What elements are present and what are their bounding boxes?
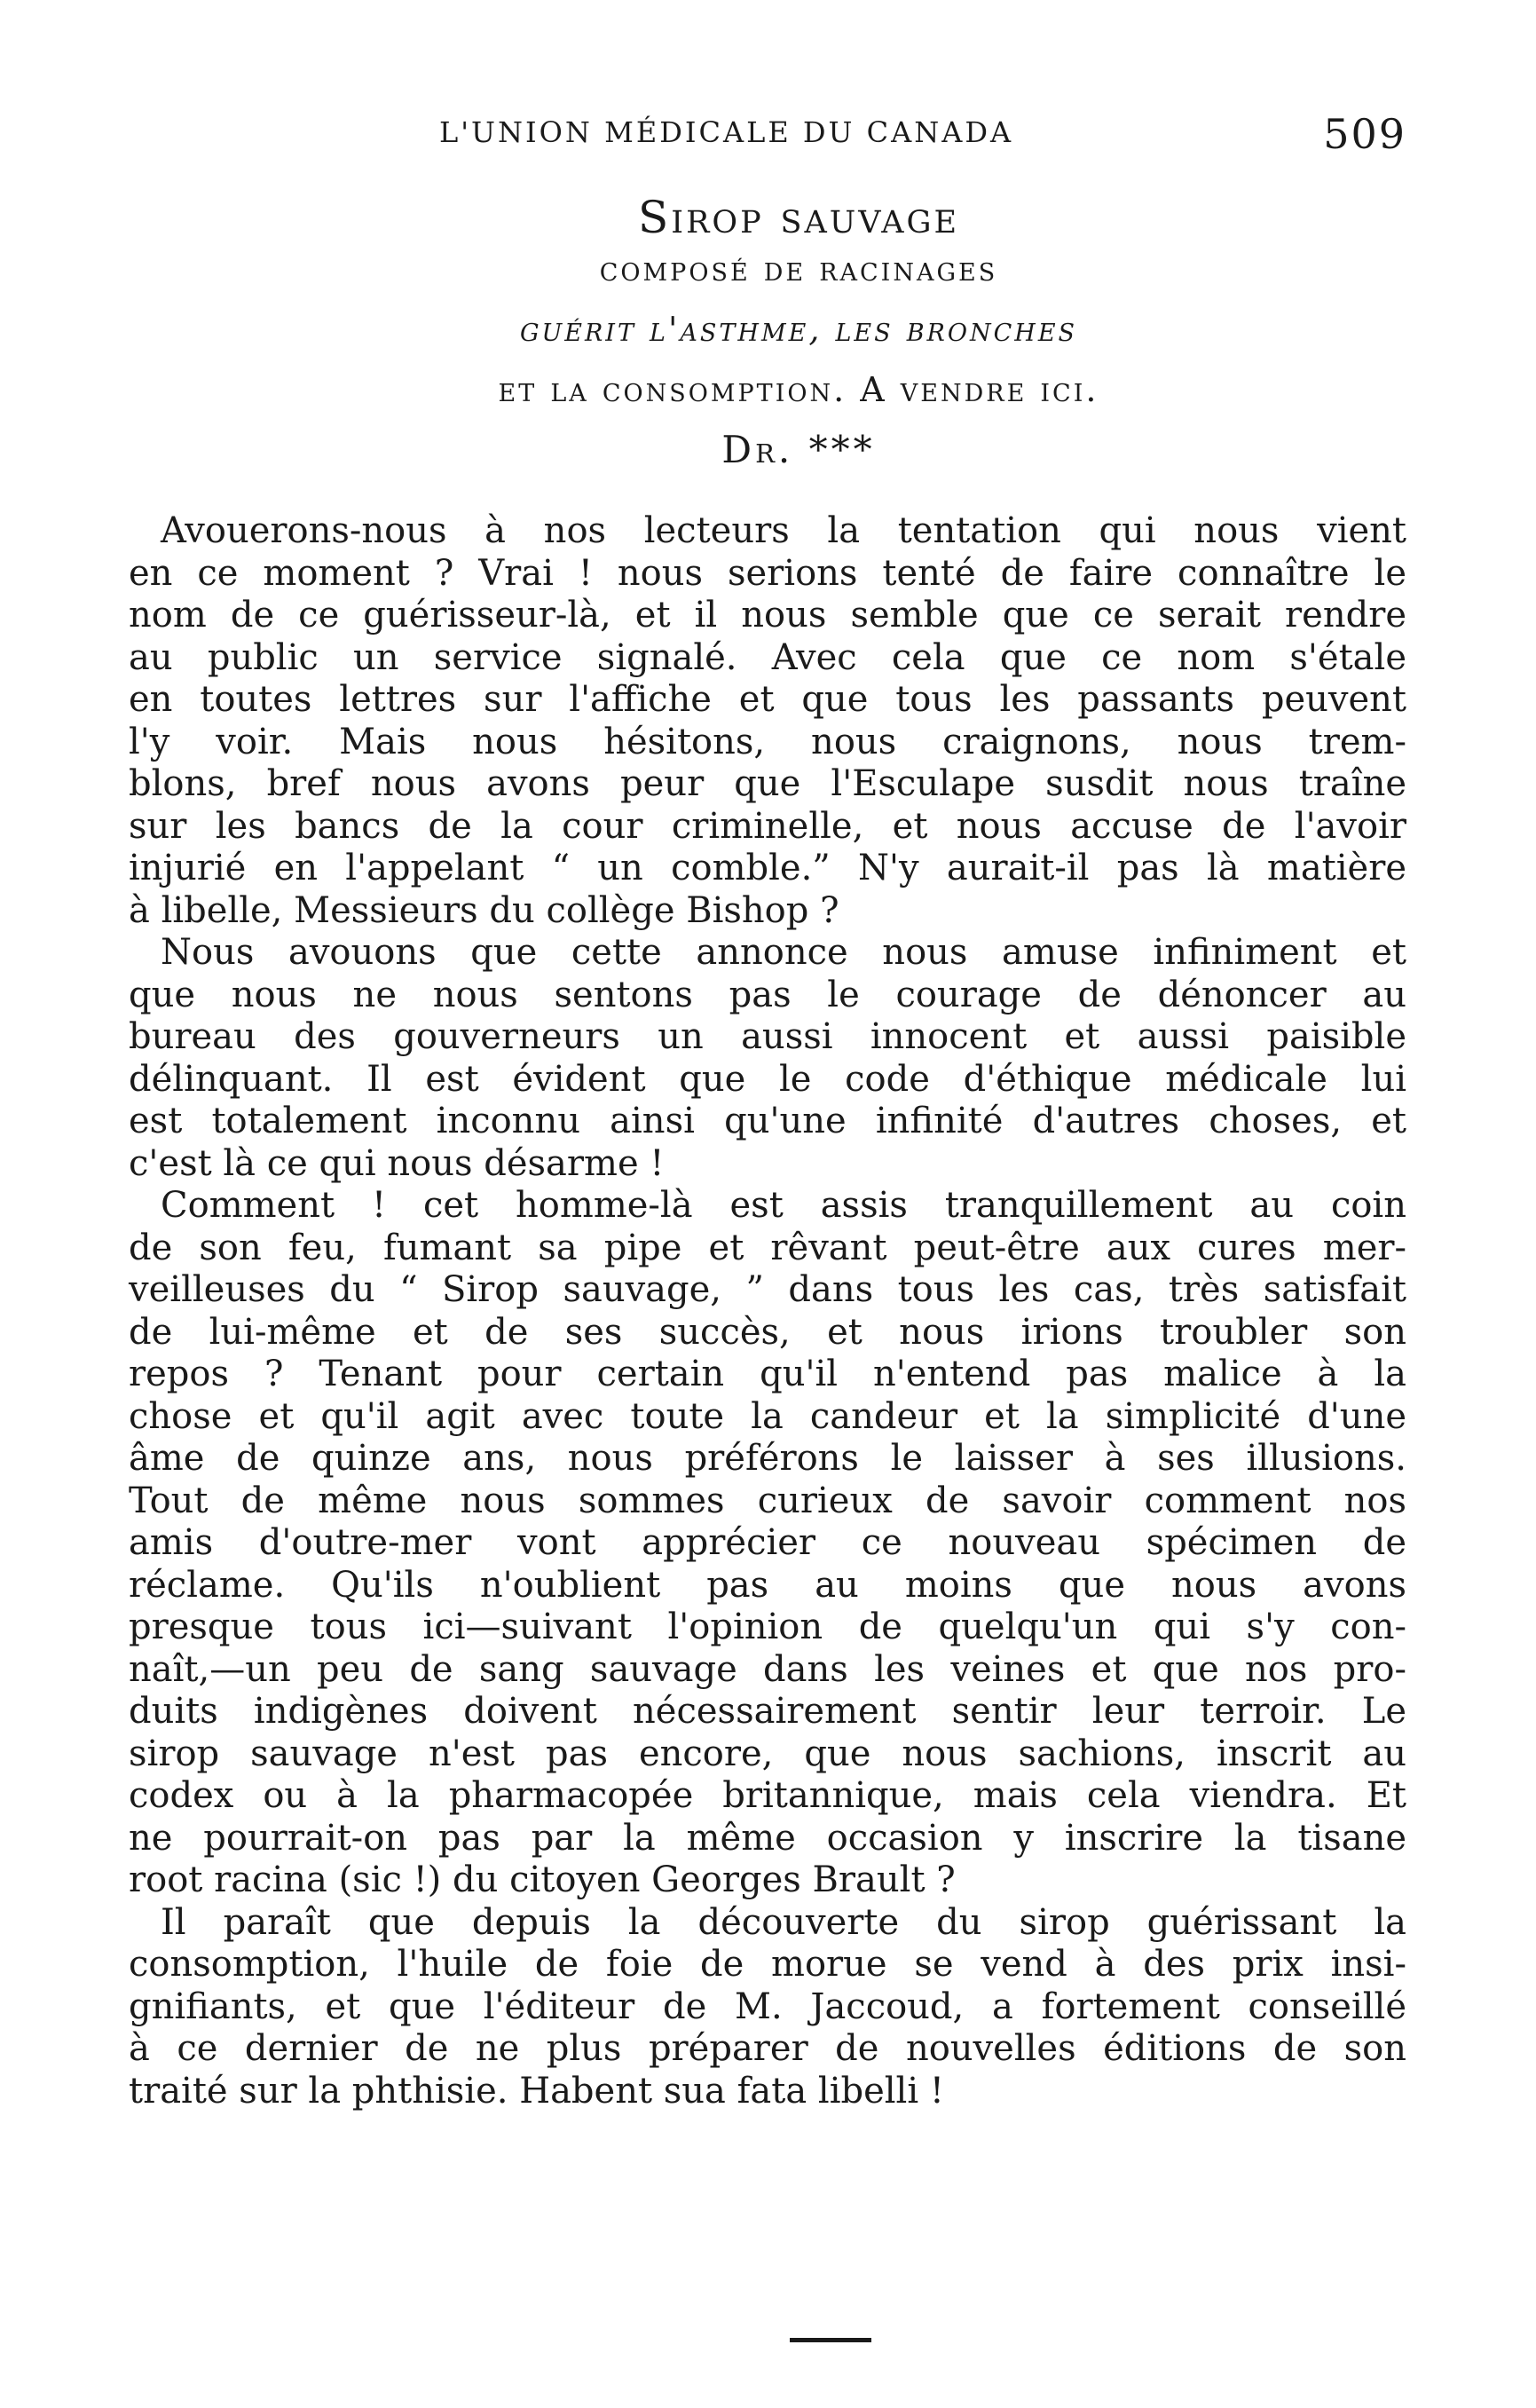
text-line: chose et qu'il agit avec toute la candeur et la simplicité d'une xyxy=(129,1395,1406,1437)
text-line: bureau des gouverneurs un aussi innocent et aussi paisible xyxy=(129,1016,1406,1057)
text-line: traité sur la phthisie. Habent sua fata libelli ! xyxy=(129,2070,944,2112)
text-line: sur les bancs de la cour criminelle, et nous accuse de l'avoir xyxy=(129,805,1406,847)
text-line: âme de quinze ans, nous préférons le laisser à ses illusions. xyxy=(129,1438,1406,1479)
text-line: Il paraît que depuis la découverte du sirop guérissant la xyxy=(161,1901,1406,1943)
advert-signature: Dr. *** xyxy=(721,428,876,471)
text-line: Avouerons-nous à nos lecteurs la tentation qui nous vient xyxy=(161,510,1406,551)
text-line: en ce moment ? Vrai ! nous serions tenté de faire connaître le xyxy=(129,552,1406,594)
advert-line-4: et la consomption. A vendre ici. xyxy=(498,370,1099,409)
page-number: 509 xyxy=(1323,110,1406,158)
running-header xyxy=(129,110,1406,169)
text-line: presque tous ici—suivant l'opinion de quelqu'un qui s'y con- xyxy=(129,1607,1406,1647)
text-line: délinquant. Il est évident que le code d'éthique médicale lui xyxy=(129,1058,1406,1100)
text-line: à ce dernier de ne plus préparer de nouvelles éditions de son xyxy=(129,2028,1406,2069)
paragraph-4 xyxy=(129,1902,1406,2113)
text-line: au public un service signalé. Avec cela que ce nom s'étale xyxy=(129,636,1406,678)
article-body xyxy=(129,510,1406,2112)
paragraph-3 xyxy=(129,1185,1406,1902)
text-line: c'est là ce qui nous désarme ! xyxy=(129,1142,665,1184)
text-line: à libelle, Messieurs du collège Bishop ? xyxy=(129,889,839,931)
end-rule xyxy=(790,2338,871,2342)
text-line: Tout de même nous sommes curieux de savoir comment nos xyxy=(129,1480,1406,1521)
paragraph-1 xyxy=(129,510,1406,932)
text-line: nom de ce guérisseur-là, et il nous semble que ce serait rendre xyxy=(129,595,1406,636)
paragraph-2 xyxy=(129,932,1406,1185)
text-line: que nous ne nous sentons pas le courage de dénoncer au xyxy=(129,974,1406,1015)
text-line: Comment ! cet homme-là est assis tranquillement au coin xyxy=(161,1185,1406,1226)
text-line: duits indigènes doivent nécessairement sentir leur terroir. Le xyxy=(129,1691,1406,1732)
text-line: réclame. Qu'ils n'oublient pas au moins que nous avons xyxy=(129,1564,1406,1606)
text-line: est totalement inconnu ainsi qu'une infinité d'autres choses, et xyxy=(129,1101,1406,1141)
journal-title: L'UNION MÉDICALE DU CANADA xyxy=(439,115,1014,149)
text-line: Nous avouons que cette annonce nous amuse infiniment et xyxy=(161,932,1406,973)
text-line: consomption, l'huile de foie de morue se vend à des prix insi- xyxy=(129,1944,1406,1985)
text-line: en toutes lettres sur l'affiche et que tous les passants peuvent xyxy=(129,679,1406,720)
text-line: ne pourrait-on pas par la même occasion y inscrire la tisane xyxy=(129,1817,1406,1859)
text-line: repos ? Tenant pour certain qu'il n'entend pas malice à la xyxy=(129,1354,1406,1394)
text-line: root racina (sic !) du citoyen Georges Brault ? xyxy=(129,1859,956,1900)
text-line: veilleuses du “ Sirop sauvage, ” dans tous les cas, très satisfait xyxy=(129,1269,1406,1310)
text-line: l'y voir. Mais nous hésitons, nous craignons, nous trem- xyxy=(129,721,1406,762)
text-line: injurié en l'appelant “ un comble.” N'y aurait-il pas là matière xyxy=(129,848,1406,888)
text-line: gnifiants, et que l'éditeur de M. Jaccoud, a fortement conseillé xyxy=(129,1986,1406,2027)
text-line: blons, bref nous avons peur que l'Esculape susdit nous traîne xyxy=(129,763,1406,804)
text-line: codex ou à la pharmacopée britannique, mais cela viendra. Et xyxy=(129,1775,1406,1816)
advert-line-1: Sirop sauvage xyxy=(637,192,959,243)
text-line: naît,—un peu de sang sauvage dans les veines et que nos pro- xyxy=(129,1648,1406,1690)
advert-line-3: guérit l'asthme, les bronches xyxy=(519,310,1078,349)
text-line: de lui-même et de ses succès, et nous irions troubler son xyxy=(129,1311,1406,1353)
text-line: amis d'outre-mer vont apprécier ce nouveau spécimen de xyxy=(129,1522,1406,1563)
text-line: de son feu, fumant sa pipe et rêvant peut-être aux cures mer- xyxy=(129,1227,1406,1268)
text-line: sirop sauvage n'est pas encore, que nous sachions, inscrit au xyxy=(129,1733,1406,1774)
quoted-advertisement xyxy=(129,192,1406,485)
advert-line-2: composé de racinages xyxy=(599,249,998,288)
